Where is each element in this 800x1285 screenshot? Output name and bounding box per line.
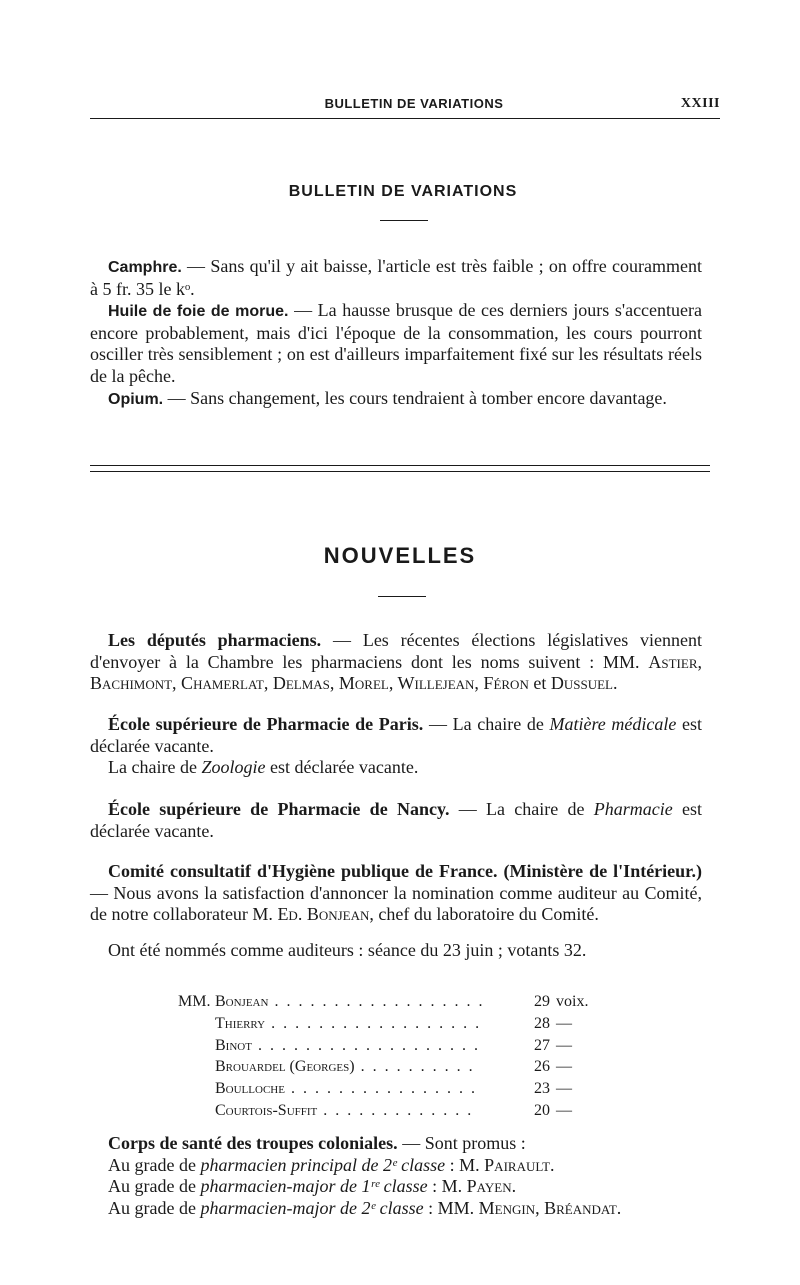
vote-count: 20: [534, 1101, 550, 1119]
auditor-name: Boulloche: [215, 1080, 285, 1098]
vote-prefix-empty: [178, 1013, 215, 1035]
deputy-names: Astier, Bachimont, Chamerlat, Delmas, Morel, Willejean, Féron: [90, 651, 702, 694]
entry-text: — La hausse brusque de ces derniers jours s'accentuera encore probablement, mais d'ici l'époque de la consommation, les cours pourront osciller très sensiblement ; on est d'ailleurs imparfaitement fixé sur les résultats réels de la pêche.: [90, 300, 703, 386]
promotion-prefix: Au grade de: [108, 1197, 201, 1218]
paris-news: [90, 714, 702, 779]
chair-subject: Zoologie: [201, 757, 266, 778]
section-divider: [90, 465, 710, 472]
vote-count: 27: [534, 1036, 550, 1054]
news-text: La chaire de: [108, 757, 202, 778]
vote-prefix-empty: [178, 1100, 215, 1122]
auditor-name: Thierry: [215, 1014, 266, 1032]
table-row: [178, 1056, 598, 1078]
table-row: [178, 991, 598, 1013]
collaborator-name: Ed. Bonjean: [277, 904, 370, 925]
promotion-end: .: [550, 1154, 555, 1175]
promotion-joiner: : MM.: [423, 1197, 479, 1218]
vote-unit: voix.: [556, 993, 589, 1010]
promotion-prefix: Au grade de: [108, 1176, 201, 1197]
promotion-joiner: : M.: [427, 1176, 467, 1197]
entry-lead: Camphre.: [108, 259, 182, 276]
vote-name-cell: [215, 1035, 514, 1057]
huile-entry: [90, 300, 702, 387]
promotion-end: .: [511, 1176, 517, 1197]
table-row: [178, 1100, 598, 1122]
chair-subject: Matière médicale: [549, 714, 677, 734]
news-text: — Sont promus :: [397, 1133, 526, 1153]
promotion-line: [90, 1176, 702, 1198]
auditor-name: Brouardel (Georges): [215, 1058, 355, 1076]
news-lead: Les députés pharmaciens.: [108, 630, 322, 650]
promotion-line: [90, 1198, 702, 1220]
news-text: est déclarée vacante.: [90, 799, 702, 841]
vote-unit: —: [556, 1058, 572, 1076]
end: .: [612, 673, 618, 694]
joiner: et: [528, 673, 551, 694]
auditor-name: Bonjean: [215, 993, 269, 1010]
entry-text: — Sans qu'il y ait baisse, l'article est très faible ; on offre couramment à 5 fr. 35 le kᵒ.: [90, 256, 702, 299]
news-text: — Les récentes élections législatives viennent d'envoyer à la Chambre les pharmaciens dont les noms suivent : MM.: [90, 630, 703, 672]
comite-news: [90, 861, 702, 961]
vote-name-cell: [215, 991, 514, 1013]
table-row: [178, 1013, 598, 1035]
news-lead: École supérieure de Pharmacie de Paris.: [108, 714, 424, 734]
running-title: BULLETIN DE VARIATIONS: [324, 96, 504, 111]
news-lead: École supérieure de Pharmacie de Nancy.: [108, 799, 450, 819]
promoted-name: Pairault: [484, 1154, 551, 1175]
vote-unit: —: [556, 1036, 572, 1054]
corps-news: [90, 1133, 702, 1219]
promotion-rank: pharmacien-major de 2ᵉ classe: [200, 1197, 424, 1218]
auditor-name: Courtois-Suffit: [215, 1101, 318, 1119]
promotion-prefix: Au grade de: [108, 1154, 201, 1175]
leader-dots: . . . . . . . . . . . . . . . . . .: [265, 1014, 482, 1032]
vote-name-cell: [215, 1056, 514, 1078]
vote-prefix-empty: [178, 1056, 215, 1078]
vote-count: 23: [534, 1080, 550, 1098]
vote-name-cell: [215, 1100, 514, 1122]
vote-unit: —: [556, 1101, 572, 1119]
table-row: [178, 1035, 598, 1057]
vote-count: 28: [534, 1014, 550, 1032]
nouvelles-title: NOUVELLES: [323, 543, 477, 568]
leader-dots: . . . . . . . . . . . . . . . . . .: [268, 993, 485, 1010]
camphre-entry: [90, 256, 702, 300]
opium-entry: [90, 388, 702, 411]
promotion-rank: pharmacien-major de 1ʳᵉ classe: [200, 1176, 428, 1197]
promotion-end: .: [616, 1197, 622, 1218]
vote-table: [178, 991, 598, 1122]
leader-dots: . . . . . . . . . . . . .: [317, 1101, 474, 1119]
news-text: est déclarée vacante.: [90, 714, 703, 756]
news-lead-ministry: (Ministère de l'Intérieur.): [497, 861, 703, 881]
bulletin-title: BULLETIN DE VARIATIONS: [288, 183, 518, 200]
vote-count: 29: [534, 993, 550, 1010]
leader-dots: . . . . . . . . . . . . . . . . . . .: [251, 1036, 480, 1054]
news-text: — Nous avons la satisfaction d'annoncer la nomination comme auditeur au Comité, de notre collaborateur M.: [90, 882, 702, 925]
leader-dots: . . . . . . . . . . . . . . . .: [284, 1080, 477, 1098]
vote-unit: —: [556, 1080, 572, 1098]
promoted-name: Mengin, Bréandat: [478, 1197, 617, 1218]
deputes-news: [90, 630, 702, 695]
deputy-last-name: Dussuel: [550, 673, 613, 694]
vote-unit: —: [556, 1014, 572, 1032]
leader-dots: . . . . . . . . . .: [354, 1058, 475, 1076]
vote-prefix: MM.: [178, 993, 211, 1010]
news-text: — La chaire de: [449, 799, 594, 819]
title-rule: [378, 596, 426, 597]
entry-lead: Huile de foie de morue.: [108, 303, 289, 321]
title-rule: [380, 220, 428, 221]
news-text: , chef du laboratoire du Comité.: [369, 904, 599, 925]
entry-text: — Sans changement, les cours tendraient à tomber encore davantage.: [163, 387, 667, 408]
table-row: [178, 1078, 598, 1100]
bulletin-section: [90, 256, 702, 410]
election-summary: Ont été nommés comme auditeurs : séance du 23 juin ; votants 32.: [108, 939, 587, 960]
page-number: XXIII: [680, 96, 720, 111]
running-header: [108, 91, 720, 113]
news-lead: Comité consultatif d'Hygiène publique de France.: [108, 861, 498, 881]
vote-prefix-empty: [178, 1035, 215, 1057]
news-text: — La chaire de: [423, 714, 550, 734]
auditor-name: Binot: [215, 1036, 252, 1054]
vote-name-cell: [215, 1078, 514, 1100]
entry-lead: Opium.: [108, 390, 164, 408]
news-lead: Corps de santé des troupes coloniales.: [108, 1133, 398, 1153]
promotion-joiner: : M.: [445, 1154, 485, 1175]
vote-name-cell: [215, 1013, 514, 1035]
vote-count: 26: [534, 1058, 550, 1076]
header-rule: [90, 118, 720, 119]
chair-subject: Pharmacie: [593, 799, 673, 819]
news-text: est déclarée vacante.: [265, 757, 419, 778]
promotion-rank: pharmacien principal de 2ᵉ classe: [200, 1154, 446, 1175]
nancy-news: [90, 799, 702, 842]
vote-prefix-empty: [178, 1078, 215, 1100]
promotion-line: [90, 1155, 702, 1177]
promoted-name: Payen: [466, 1176, 512, 1197]
